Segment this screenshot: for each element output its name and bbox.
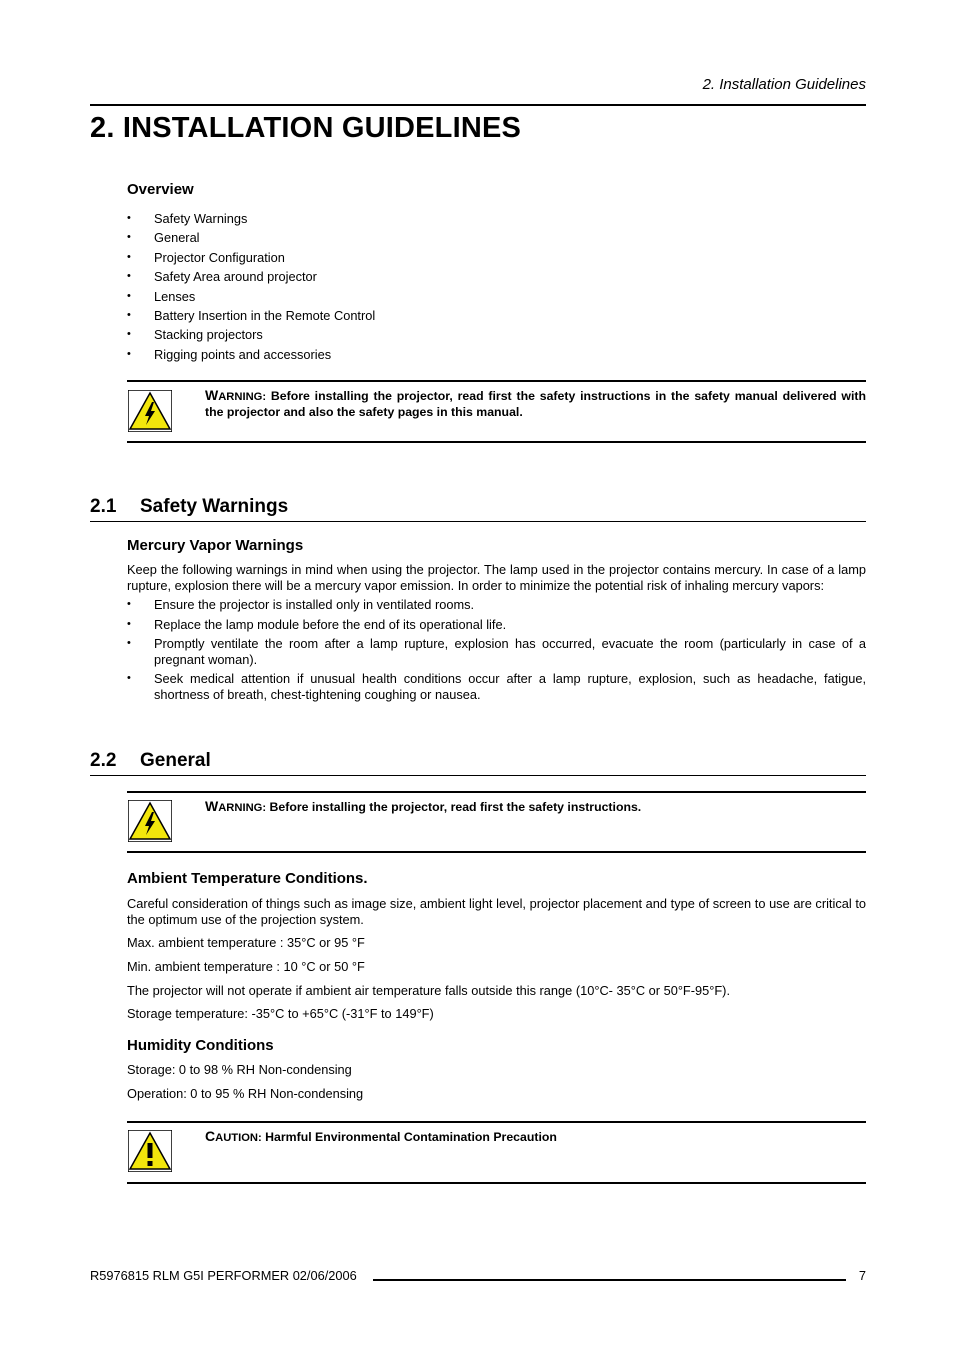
caution-box [127, 1121, 866, 1184]
list-item: • Safety Area around projector [127, 269, 866, 288]
list-item: • Ensure the projector is installed only in ventilated rooms. [127, 597, 866, 613]
exclamation-warning-icon [128, 1130, 172, 1172]
list-item: • Stacking projectors [127, 327, 866, 346]
section-2-1-title: 2.1 Safety Warnings [90, 496, 866, 522]
caution-text: CAUTION: Harmful Environmental Contamination Precaution [205, 1128, 557, 1144]
max-temperature: Max. ambient temperature : 35°C or 95 °F [127, 935, 365, 950]
general-warning-text: WARNING: Before installing the projector, read first the safety instructions. [205, 798, 642, 814]
list-item: • Seek medical attention if unusual health conditions occur after a lamp rupture, explosion, such as headache, fatigue, shortness of breath, chest-tightening coughing or nausea. [127, 671, 866, 702]
intro-warning-text: WARNING: Before installing the projector, read first the safety instructions in the safety manual delivered with the projector and also the safety pages in this manual. [205, 387, 866, 419]
mercury-list [127, 597, 866, 702]
header-rule [90, 104, 866, 106]
humidity-heading: Humidity Conditions [127, 1037, 274, 1054]
temperature-range-note: The projector will not operate if ambient air temperature falls outside this range (10°C- 35°C or 50°F-95°F). [127, 983, 730, 998]
section-2-2-title: 2.2 General [90, 750, 866, 776]
lightning-warning-icon [128, 800, 172, 842]
humidity-operation: Operation: 0 to 95 % RH Non-condensing [127, 1086, 364, 1101]
intro-warning-box [127, 380, 866, 443]
list-item: • Safety Warnings [127, 211, 866, 230]
list-item: • Rigging points and accessories [127, 347, 866, 366]
mercury-intro: Keep the following warnings in mind when using the projector. The lamp used in the projector contains mercury. In case of a lamp rupture, explosion there will be a mercury vapor emission. In order to minimize the potential risk of inhaling mercury vapors: [127, 562, 866, 593]
list-item: • Lenses [127, 289, 866, 308]
ambient-text: Careful consideration of things such as image size, ambient light level, projector placement and type of screen to use are critical to the optimum use of the projection system. [127, 896, 866, 927]
general-warning-box [127, 791, 866, 853]
overview-list [127, 211, 866, 366]
page-number: 7 [858, 1268, 866, 1283]
min-temperature: Min. ambient temperature : 10 °C or 50 °F [127, 959, 365, 974]
list-item: • Replace the lamp module before the end of its operational life. [127, 617, 866, 633]
list-item: • Projector Configuration [127, 250, 866, 269]
chapter-title: 2. INSTALLATION GUIDELINES [90, 112, 522, 144]
list-item: • Promptly ventilate the room after a lamp rupture, explosion has occurred, evacuate the room (particularly in case of a pregnant woman). [127, 636, 866, 667]
list-item: • Battery Insertion in the Remote Control [127, 308, 866, 327]
mercury-heading: Mercury Vapor Warnings [127, 537, 304, 554]
lightning-warning-icon [128, 390, 172, 432]
footer-doc-ref: R5976815 RLM G5I PERFORMER 02/06/2006 [90, 1268, 357, 1283]
list-item: • General [127, 230, 866, 249]
overview-heading: Overview [127, 181, 194, 198]
ambient-heading: Ambient Temperature Conditions. [127, 870, 368, 887]
running-header: 2. Installation Guidelines [702, 76, 866, 93]
humidity-storage: Storage: 0 to 98 % RH Non-condensing [127, 1062, 352, 1077]
footer-rule [373, 1279, 846, 1281]
storage-temperature: Storage temperature: -35°C to +65°C (-31°F to 149°F) [127, 1006, 434, 1021]
